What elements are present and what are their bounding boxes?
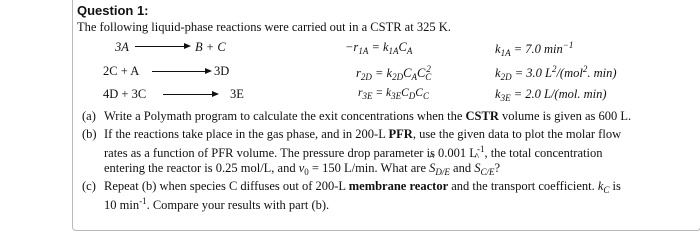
part-a-label: (a) bbox=[82, 109, 96, 123]
reaction-3-k: $k_{3E} = 2.0$ L/(mol. min) bbox=[495, 87, 607, 103]
reaction-1-rhs: B + C bbox=[195, 40, 226, 54]
reaction-2-rhs: 3D bbox=[214, 64, 230, 78]
reaction-3-rate: $r_{3E} = k_{3E}C_DC_C$ bbox=[358, 87, 429, 101]
part-c-label: (c) bbox=[82, 179, 96, 193]
part-b-line-3: entering the reactor is 0.25 mol/L, and $v_0 = 150$ L/min. What are ^ $S_{D/E}$ and ^ $S_{C/E}$? bbox=[104, 161, 500, 177]
part-a-line-1: Write a Polymath program to calculate the exit concentrations when the CSTR volume is given as 600 L. bbox=[104, 109, 632, 123]
part-b bbox=[82, 127, 692, 177]
reaction-1-lhs: 3A bbox=[115, 40, 129, 54]
reaction-2-lhs: 2C + A bbox=[103, 64, 140, 78]
part-a bbox=[82, 109, 692, 125]
reaction-1-arrow-icon bbox=[135, 43, 191, 51]
reaction-3-rhs: 3E bbox=[230, 87, 244, 101]
part-b-label: (b) bbox=[82, 127, 97, 141]
reaction-3-lhs: 4D + 3C bbox=[103, 87, 147, 101]
intro-text: The following liquid-phase reactions were carried out in a CSTR at 325 K. bbox=[77, 20, 451, 34]
reaction-2-k: $k_{2D} = 3.0$ $L^2/(mol^2$. min) bbox=[495, 64, 617, 82]
reaction-2-rate: $r_{2D} = k_{2D}C_AC_C^2$ bbox=[356, 64, 432, 82]
part-c bbox=[82, 179, 692, 213]
reaction-3-arrow-icon bbox=[163, 91, 219, 99]
reaction-1-rate: $-r_{1A} = k_{1A}C_A$ bbox=[345, 40, 413, 56]
part-c-line-2: 10 $\min^{-1}$. Compare your results with part (b). bbox=[104, 196, 330, 212]
reaction-2-arrow-icon bbox=[152, 68, 212, 76]
question-title: Question 1: bbox=[77, 3, 149, 18]
part-c-line-1: Repeat (b) when species C diffuses out of 200-L membrane reactor and the transport coefficient. $k_C$ is bbox=[104, 179, 621, 195]
part-b-line-2: rates as a function of PFR volume. The pressure drop parameter is 0.001 $L^{-1}$, the total concentration bbox=[104, 144, 603, 160]
part-b-line-1: If the reactions take place in the gas phase, and in 200-L PFR, use the given data to plot the molar flow bbox=[104, 127, 622, 141]
reaction-1-k: $k_{1A} = 7.0$ $\min^{-1}$ bbox=[495, 40, 574, 58]
